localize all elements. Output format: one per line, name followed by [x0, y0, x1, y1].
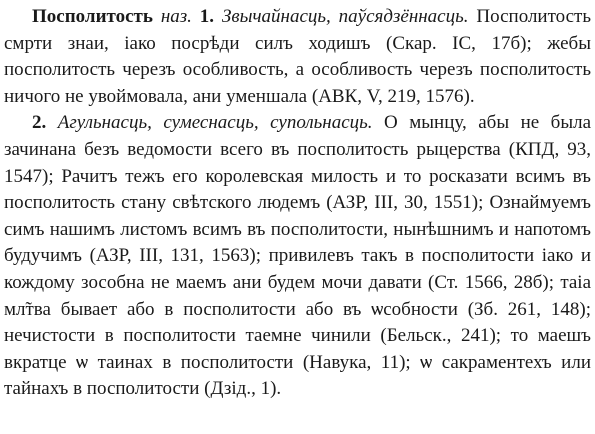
sense-2-text: О мынцу, абы не была зачинана безъ ведомости всего въ посполитость рыцерства (КПД, 93, 1547); Рачитъ тежъ его королевская милость и то роcказати всимъ въ посполитость стану свѣтского людемъ (АЗР, ІІІ, 30, 1551); Ознаймуемъ симъ нашимъ листомъ всимъ въ посполитости, нынѣшнимъ и напотомъ будучимъ (АЗР, ІІІ, 131, 1563); привилевъ такъ в посполитости іако и кождому зособна не маемъ ани будем мочи давати (Ст. 1566, 28б); таіа мл̃тва бывает або в посполитости або въ ѡсобности (Зб. 261, 148); нечистости в посполитости таемне чинили (Бельск., 241); то маешъ вкратце ѡ таинах в посполитости (Навука, 11); ѡ сакраментехъ или тайнахъ в посполитости (Дзід., 1).	[4, 112, 592, 400]
headword: Посполитость	[32, 6, 153, 27]
sense-1-number: 1.	[199, 6, 215, 27]
part-of-speech: наз.	[160, 6, 192, 27]
sense-1-paragraph	[4, 4, 591, 110]
sense-2-gloss: Агульнасць, сумеснасць, супольнасць.	[57, 112, 373, 134]
sense-2-paragraph	[4, 110, 591, 403]
sense-1-gloss: Звычайнасць, паўсядзённасць.	[221, 6, 469, 27]
sense-1-text: Посполитость смрти знаи, іако посрѣди силъ ходишъ (Скар. ІС, 17б); жебы посполитость черезъ особливость, а особливость черезъ посполитость ничого не увоймовала, ани уменшала (АВК, V, 219, 1576).	[4, 6, 592, 107]
sense-2-number: 2.	[32, 112, 47, 134]
